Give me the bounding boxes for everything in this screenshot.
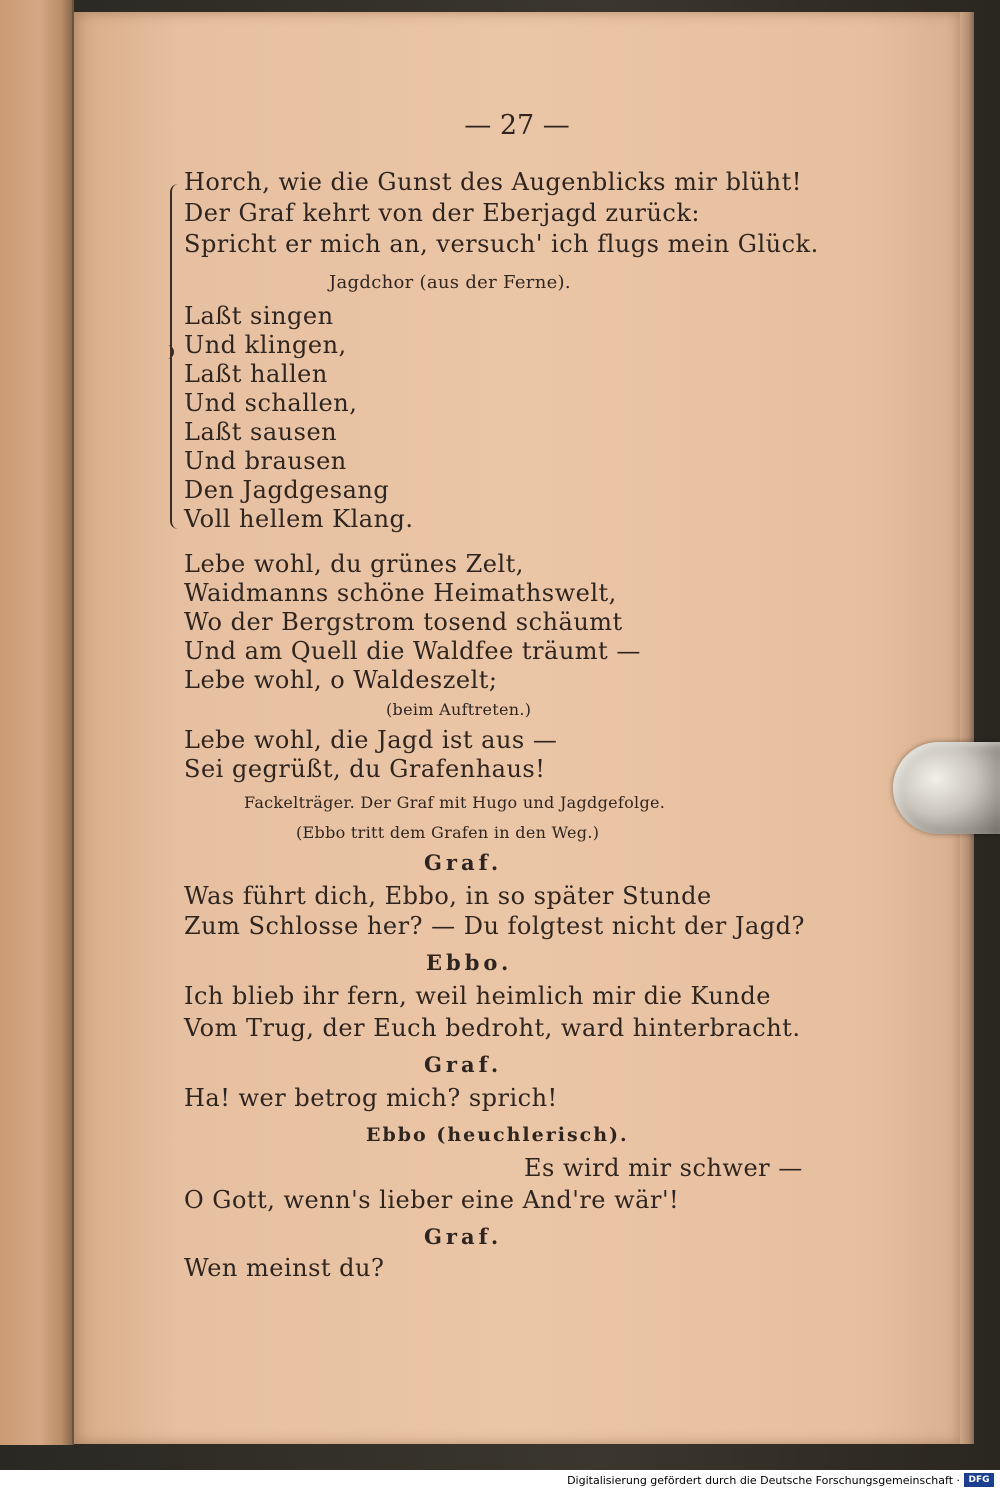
dialogue-line: Zum Schlosse her? — Du folgtest nicht der Jagd? <box>184 912 805 940</box>
chorus-line: Laßt singen <box>184 302 334 330</box>
return-line: Lebe wohl, die Jagd ist aus — <box>184 726 558 754</box>
chorus-line: Den Jagdgesang <box>184 476 390 504</box>
dialogue-line: Wen meinst du? <box>184 1254 385 1282</box>
farewell-line: Und am Quell die Waldfee träumt — <box>184 637 641 665</box>
dialogue-line: Es wird mir schwer — <box>524 1154 803 1182</box>
footer-credit: Digitalisierung gefördert durch die Deutsche Forschungsgemeinschaft · <box>567 1474 960 1487</box>
return-line: Sei gegrüßt, du Grafenhaus! <box>184 755 546 783</box>
farewell-line: Waidmanns schöne Heimathswelt, <box>184 579 617 607</box>
intro-line: Spricht er mich an, versuch' ich flugs mein Glück. <box>184 230 819 258</box>
dialogue-line: O Gott, wenn's lieber eine And're wär'! <box>184 1186 680 1214</box>
page-number: — 27 — <box>464 110 570 141</box>
chorus-line: Voll hellem Klang. <box>184 505 414 533</box>
intro-line: Der Graf kehrt von der Eberjagd zurück: <box>184 199 700 227</box>
previous-page-edge <box>0 0 74 1445</box>
dfg-logo: DFG <box>964 1473 994 1487</box>
book-page <box>74 12 960 1444</box>
speaker-name: Graf. <box>424 1224 503 1249</box>
stage-direction: (Ebbo tritt dem Grafen in den Weg.) <box>296 823 600 842</box>
speaker-name: Graf. <box>424 1052 503 1077</box>
stage-direction: (beim Auftreten.) <box>386 700 532 719</box>
page-stack-edge <box>960 12 974 1444</box>
intro-line: Horch, wie die Gunst des Augenblicks mir blüht! <box>184 168 802 196</box>
dialogue-line: Was führt dich, Ebbo, in so später Stunde <box>184 882 712 910</box>
chorus-line: Und brausen <box>184 447 347 475</box>
chorus-line: Laßt sausen <box>184 418 338 446</box>
page-clip <box>893 742 1000 834</box>
stage-direction: Fackelträger. Der Graf mit Hugo und Jagdgefolge. <box>244 793 666 812</box>
speaker-name: Ebbo (heuchlerisch). <box>366 1124 629 1146</box>
chorus-line: Laßt hallen <box>184 360 328 388</box>
speaker-name: Ebbo. <box>426 950 513 975</box>
dialogue-line: Vom Trug, der Euch bedroht, ward hinterbracht. <box>184 1014 801 1042</box>
chorus-line: Und klingen, <box>184 331 347 359</box>
dialogue-line: Ich blieb ihr fern, weil heimlich mir die Kunde <box>184 982 771 1010</box>
dialogue-line: Ha! wer betrog mich? sprich! <box>184 1084 558 1112</box>
farewell-line: Wo der Bergstrom tosend schäumt <box>184 608 623 636</box>
jagdchor-heading: Jagdchor (aus der Ferne). <box>329 272 571 293</box>
farewell-line: Lebe wohl, du grünes Zelt, <box>184 550 524 578</box>
farewell-line: Lebe wohl, o Waldeszelt; <box>184 666 498 694</box>
chorus-line: Und schallen, <box>184 389 358 417</box>
speaker-name: Graf. <box>424 850 503 875</box>
